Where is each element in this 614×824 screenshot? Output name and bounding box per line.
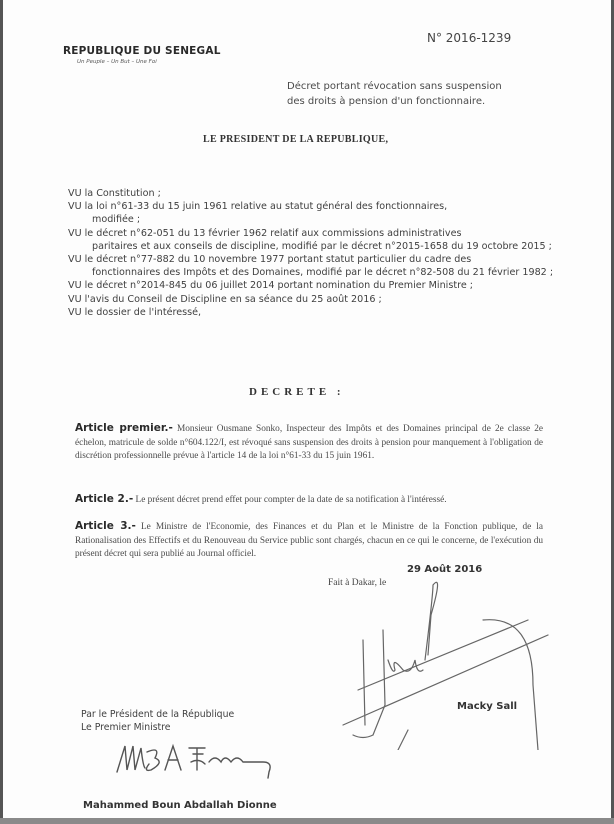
visa-item	[68, 253, 568, 279]
visa-item	[68, 187, 568, 200]
article-text: Le présent décret prend effet pour compter de la date de sa notification à l'intéressé.	[135, 495, 447, 505]
visa-text: VU le décret n°77-882 du 10 novembre 1977 portant statut particulier du cadre des	[68, 254, 472, 266]
visa-item	[68, 306, 568, 319]
president-signature-icon	[333, 575, 593, 750]
article-label: Article 2.-	[75, 493, 134, 505]
visa-text: VU la loi n°61-33 du 15 juin 1961 relative au statut général des fonctionnaires,	[68, 201, 448, 213]
visa-text: VU le dossier de l'intéressé,	[68, 306, 202, 318]
countersign-label	[81, 708, 234, 734]
visa-item	[68, 200, 568, 226]
subject-line-2: des droits à pension d'un fonctionnaire.	[287, 96, 486, 107]
visa-item	[68, 227, 568, 253]
prime-minister-signature-icon	[113, 740, 283, 780]
visa-text: VU le décret n°2014-845 du 06 juillet 2014 portant nomination du Premier Ministre ;	[68, 280, 474, 292]
article-label: Article premier.-	[75, 422, 173, 434]
article-text: Monsieur Ousmane Sonko, Inspecteur des Impôts et des Domaines principal de 2e classe 2e échelon, matricule de solde n°604.122/I, est révoqué sans suspension des droits à pension pour manquement à l'obligation de discrétion professionnelle prévue à l'article 14 de la loi n°61-33 du 15 juin 1961.	[75, 424, 544, 462]
country-name: REPUBLIQUE DU SENEGAL	[63, 45, 221, 57]
article-3	[75, 520, 543, 562]
visa-continuation: paritaires et aux conseils de discipline, modifié par le décret n°2015-1658 du 19 octobre 2015 ;	[92, 240, 552, 252]
article-2	[75, 493, 543, 508]
visa-text: VU la Constitution ;	[68, 188, 161, 199]
countersign-line-2: Le Premier Ministre	[81, 722, 171, 733]
decrete-heading: DECRETE :	[249, 386, 345, 398]
visa-text: VU l'avis du Conseil de Discipline en sa séance du 25 août 2016 ;	[68, 293, 382, 305]
decree-number: N° 2016-1239	[427, 31, 512, 45]
subject-line-1: Décret portant révocation sans suspension	[287, 81, 502, 92]
visa-continuation: fonctionnaires des Impôts et des Domaines, modifié par le décret n°82-508 du 21 février 1982 ;	[92, 267, 554, 279]
visa-continuation: modifiée ;	[92, 214, 141, 226]
president-name: Macky Sall	[457, 701, 518, 712]
signing-date: 29 Août 2016	[407, 564, 483, 575]
signing-place: Fait à Dakar, le	[328, 578, 387, 588]
visas-list	[68, 187, 568, 319]
visa-text: VU le décret n°62-051 du 13 février 1962 relatif aux commissions administratives	[68, 227, 462, 239]
prime-minister-name: Mahammed Boun Abdallah Dionne	[83, 800, 277, 811]
article-label: Article 3.-	[75, 520, 136, 532]
article-1	[75, 422, 543, 464]
visa-item	[68, 293, 568, 306]
issuing-authority: LE PRESIDENT DE LA REPUBLIQUE,	[203, 134, 389, 145]
decree-subject	[287, 79, 502, 109]
countersign-line-1: Par le Président de la République	[81, 709, 235, 720]
article-text: Le Ministre de l'Economie, des Finances et du Plan et le Ministre de la Fonction publique, de la Rationalisation des Effectifs et du Renouveau du Service public sont chargés, chacun en ce qui le concerne, de l'exécution du présent décret qui sera publié au Journal officiel.	[75, 522, 543, 560]
visa-item	[68, 279, 568, 292]
national-motto: Un Peuple – Un But – Une Foi	[77, 59, 157, 65]
